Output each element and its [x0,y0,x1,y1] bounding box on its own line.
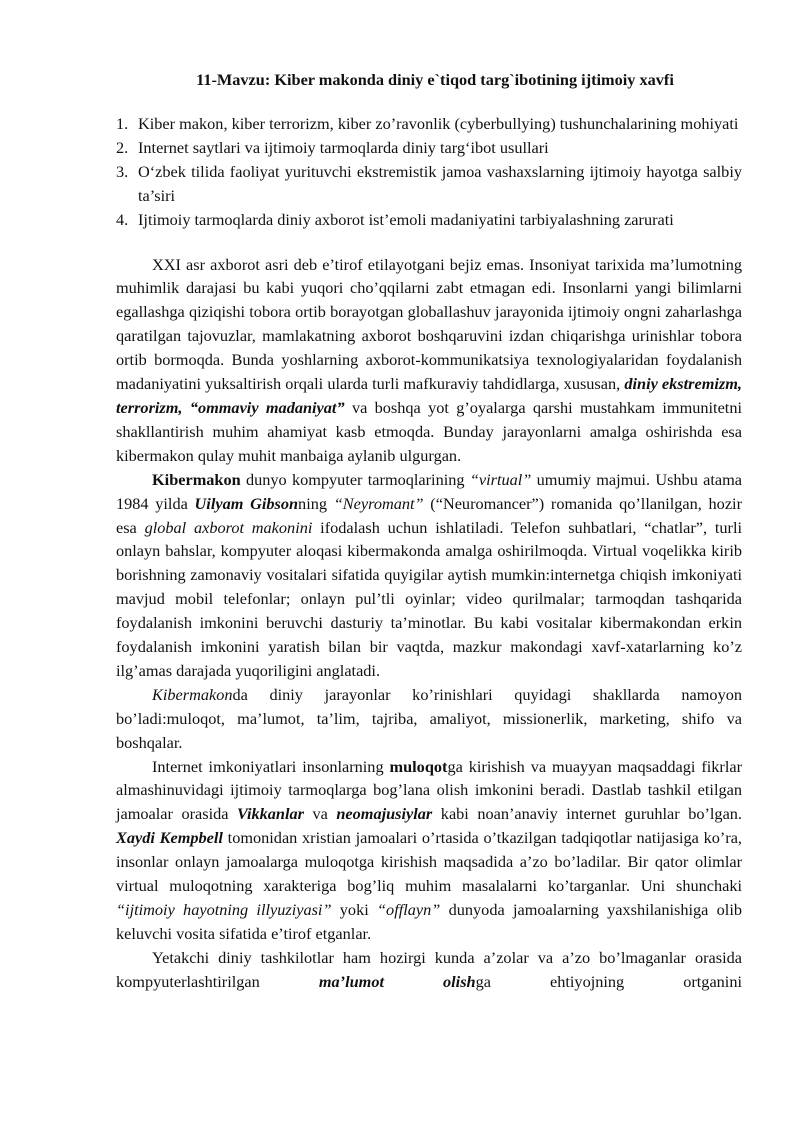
outline-text: Internet saytlari va ijtimoiy tarmoqlarda diniy targ‘ibot usullari [138,137,549,157]
outline-item [116,208,742,232]
page-title: 11-Mavzu: Kiber makonda diniy e`tiqod targ`ibotining ijtimoiy xavfi [196,70,674,89]
bold-term: muloqot [389,756,448,776]
emphasis-term: Vikkanlar [237,804,304,824]
italic-term: “virtual” [469,469,532,489]
text-run: dunyo kompyuter tarmoqlarining [245,469,465,489]
outline-number: 1. [116,114,129,133]
emphasis-term: ma’lumot olish [318,971,476,991]
paragraph-forms [116,683,742,755]
outline-number: 2. [116,137,129,157]
italic-term: “Neyromant” [333,493,424,513]
text-run: va boshqa yot g’oyalarga qarshi mustahkam immunitetni shakllantirish muhim ahamiyat kasb etmoqda. Bunday jarayonlarni amalga oshirishda esa kibermakon qulay muhit manbaiga aylanib ulgurgan. [116,397,742,465]
text-run: ga ehtiyojning ortganini [475,971,742,991]
italic-term: Kibermakon [152,684,233,704]
text-run: ga kirishish va muayyan maqsaddagi fikrlar almashinuvidagi ijtimoiy tarmoqlarga bog’lana olish imkonini beradi. Dastlab tashkil etilgan jamoalar orasida [116,756,743,824]
outline-text: O‘zbek tilida faoliyat yurituvchi ekstremistik jamoa vashaxslarning ijtimoiy hayotga salbiy ta’siri [138,161,742,205]
text-run: (“Neuromancer”) romanida qo’llanilgan, hozir esa [116,493,742,537]
text-run: umumiy majmui. Ushbu atama 1984 yilda [116,469,742,513]
italic-term: global axborot makonini [144,517,313,537]
paragraph-muloqot [116,755,742,946]
text-run: Yetakchi diniy tashkilotlar ham hozirgi kunda a’zolar va a’zo bo’lmaganlar orasida kompyuterlashtirilgan [116,947,742,991]
italic-term: “ijtimoiy hayotning illyuziyasi” [116,900,332,919]
paragraph-malumot [116,946,742,994]
emphasis-term: diniy ekstremizm, terrorizm, “ommaviy madaniyat” [116,374,742,417]
text-run: yoki [339,900,369,919]
bold-term: Kibermakon [152,469,241,489]
emphasis-term: neomajusiylar [336,804,433,824]
outline-number: 3. [116,161,129,181]
text-run: Internet imkoniyatlari insonlarning [152,756,384,776]
emphasis-term: Uilyam Gibson [194,493,299,513]
text-run: dunyoda jamoalarning yaxshilanishiga olib keluvchi vosita sifatida e’tirof etganlar. [116,900,742,943]
text-run: kabi noan’anaviy internet guruhlar bo’lgan. [440,804,743,824]
topic-outline [116,112,742,232]
outline-number: 4. [116,209,129,229]
text-run: va [312,804,328,824]
outline-text: Ijtimoiy tarmoqlarda diniy axborot ist’emoli madaniyatini tarbiyalashning zarurati [138,209,674,229]
outline-text: Kiber makon, kiber terrorizm, kiber zo’ravonlik (cyberbullying) tushunchalarining mohiyati [138,114,739,133]
paragraph-kibermakon [116,468,742,683]
paragraph-intro [116,253,742,468]
outline-item [116,136,742,160]
outline-item [116,112,742,136]
text-run: da diniy jarayonlar ko’rinishlari quyidagi shakllarda namoyon bo’ladi:muloqot, ma’lumot, ta’lim, tajriba, amaliyot, missionerlik, marketing, shifo va boshqalar. [116,684,742,752]
italic-term: “offlayn” [377,900,441,919]
text-run: ning [298,493,327,513]
text-run: tomonidan xristian jamoalari o’rtasida o’tkazilgan tadqiqotlar natijasiga ko’ra, insonlar onlayn jamoalarga muloqotga kirishish maqsadida a’zo bo’ladilar. Bir qator olimlar virtual muloqotning xarakteriga bog’liq muhim masalalarni ko’targanlar. Uni shunchaki [116,828,743,896]
text-run: XXI asr axborot asri deb e’tirof etilayotgani bejiz emas. Insoniyat tarixida ma’lumotning muhimlik darajasi bu kabi yuqori cho’qqilarni zabt etmagan edi. Insonlarni yangi bilimlarni egallashga qiziqishi tobora ortib borayotgan globallashuv jarayonida ijtimoiy ongni zaharlashga qaratilgan tajovuzlar, mamlakatning axborot boshqaruvini izdan chiqarishga urinishlar tobora ortib bormoqda. Bunda yoshlarning axborot-kommunikatsiya texnologiyalaridan foydalanish madaniyatini yuksaltirish orqali ularda turli mafkuraviy tahdidlarga, xususan, [116,254,742,394]
emphasis-term: Xaydi Kempbell [116,828,223,848]
text-run: ifodalash uchun ishlatiladi. Telefon suhbatlari, “chatlar”, turli onlayn bahslar, kompyuter aloqasi kibermakonda amalga oshirilmoqda. Virtual voqelikka kirib borishning zamonaviy vositalari sifatida quyigilar aytish mumkin:internetga chiqish imkoniyati mavjud mobil telefonlar; onlayn pul’tli oyinlar; video qurilmalar; tarmoqdan tashqarida foydalanish imkonini beruvchi dasturiy ta’minotlar. Bu kabi vositalar kibermakondan erkin foydalanish imkonini yaratish bilan bir vaqtda, mazkur makondagi xavf-xatarlarning ko’z ilg’amas darajada yuqoriligini anglatadi. [116,517,742,680]
outline-item [116,160,742,208]
